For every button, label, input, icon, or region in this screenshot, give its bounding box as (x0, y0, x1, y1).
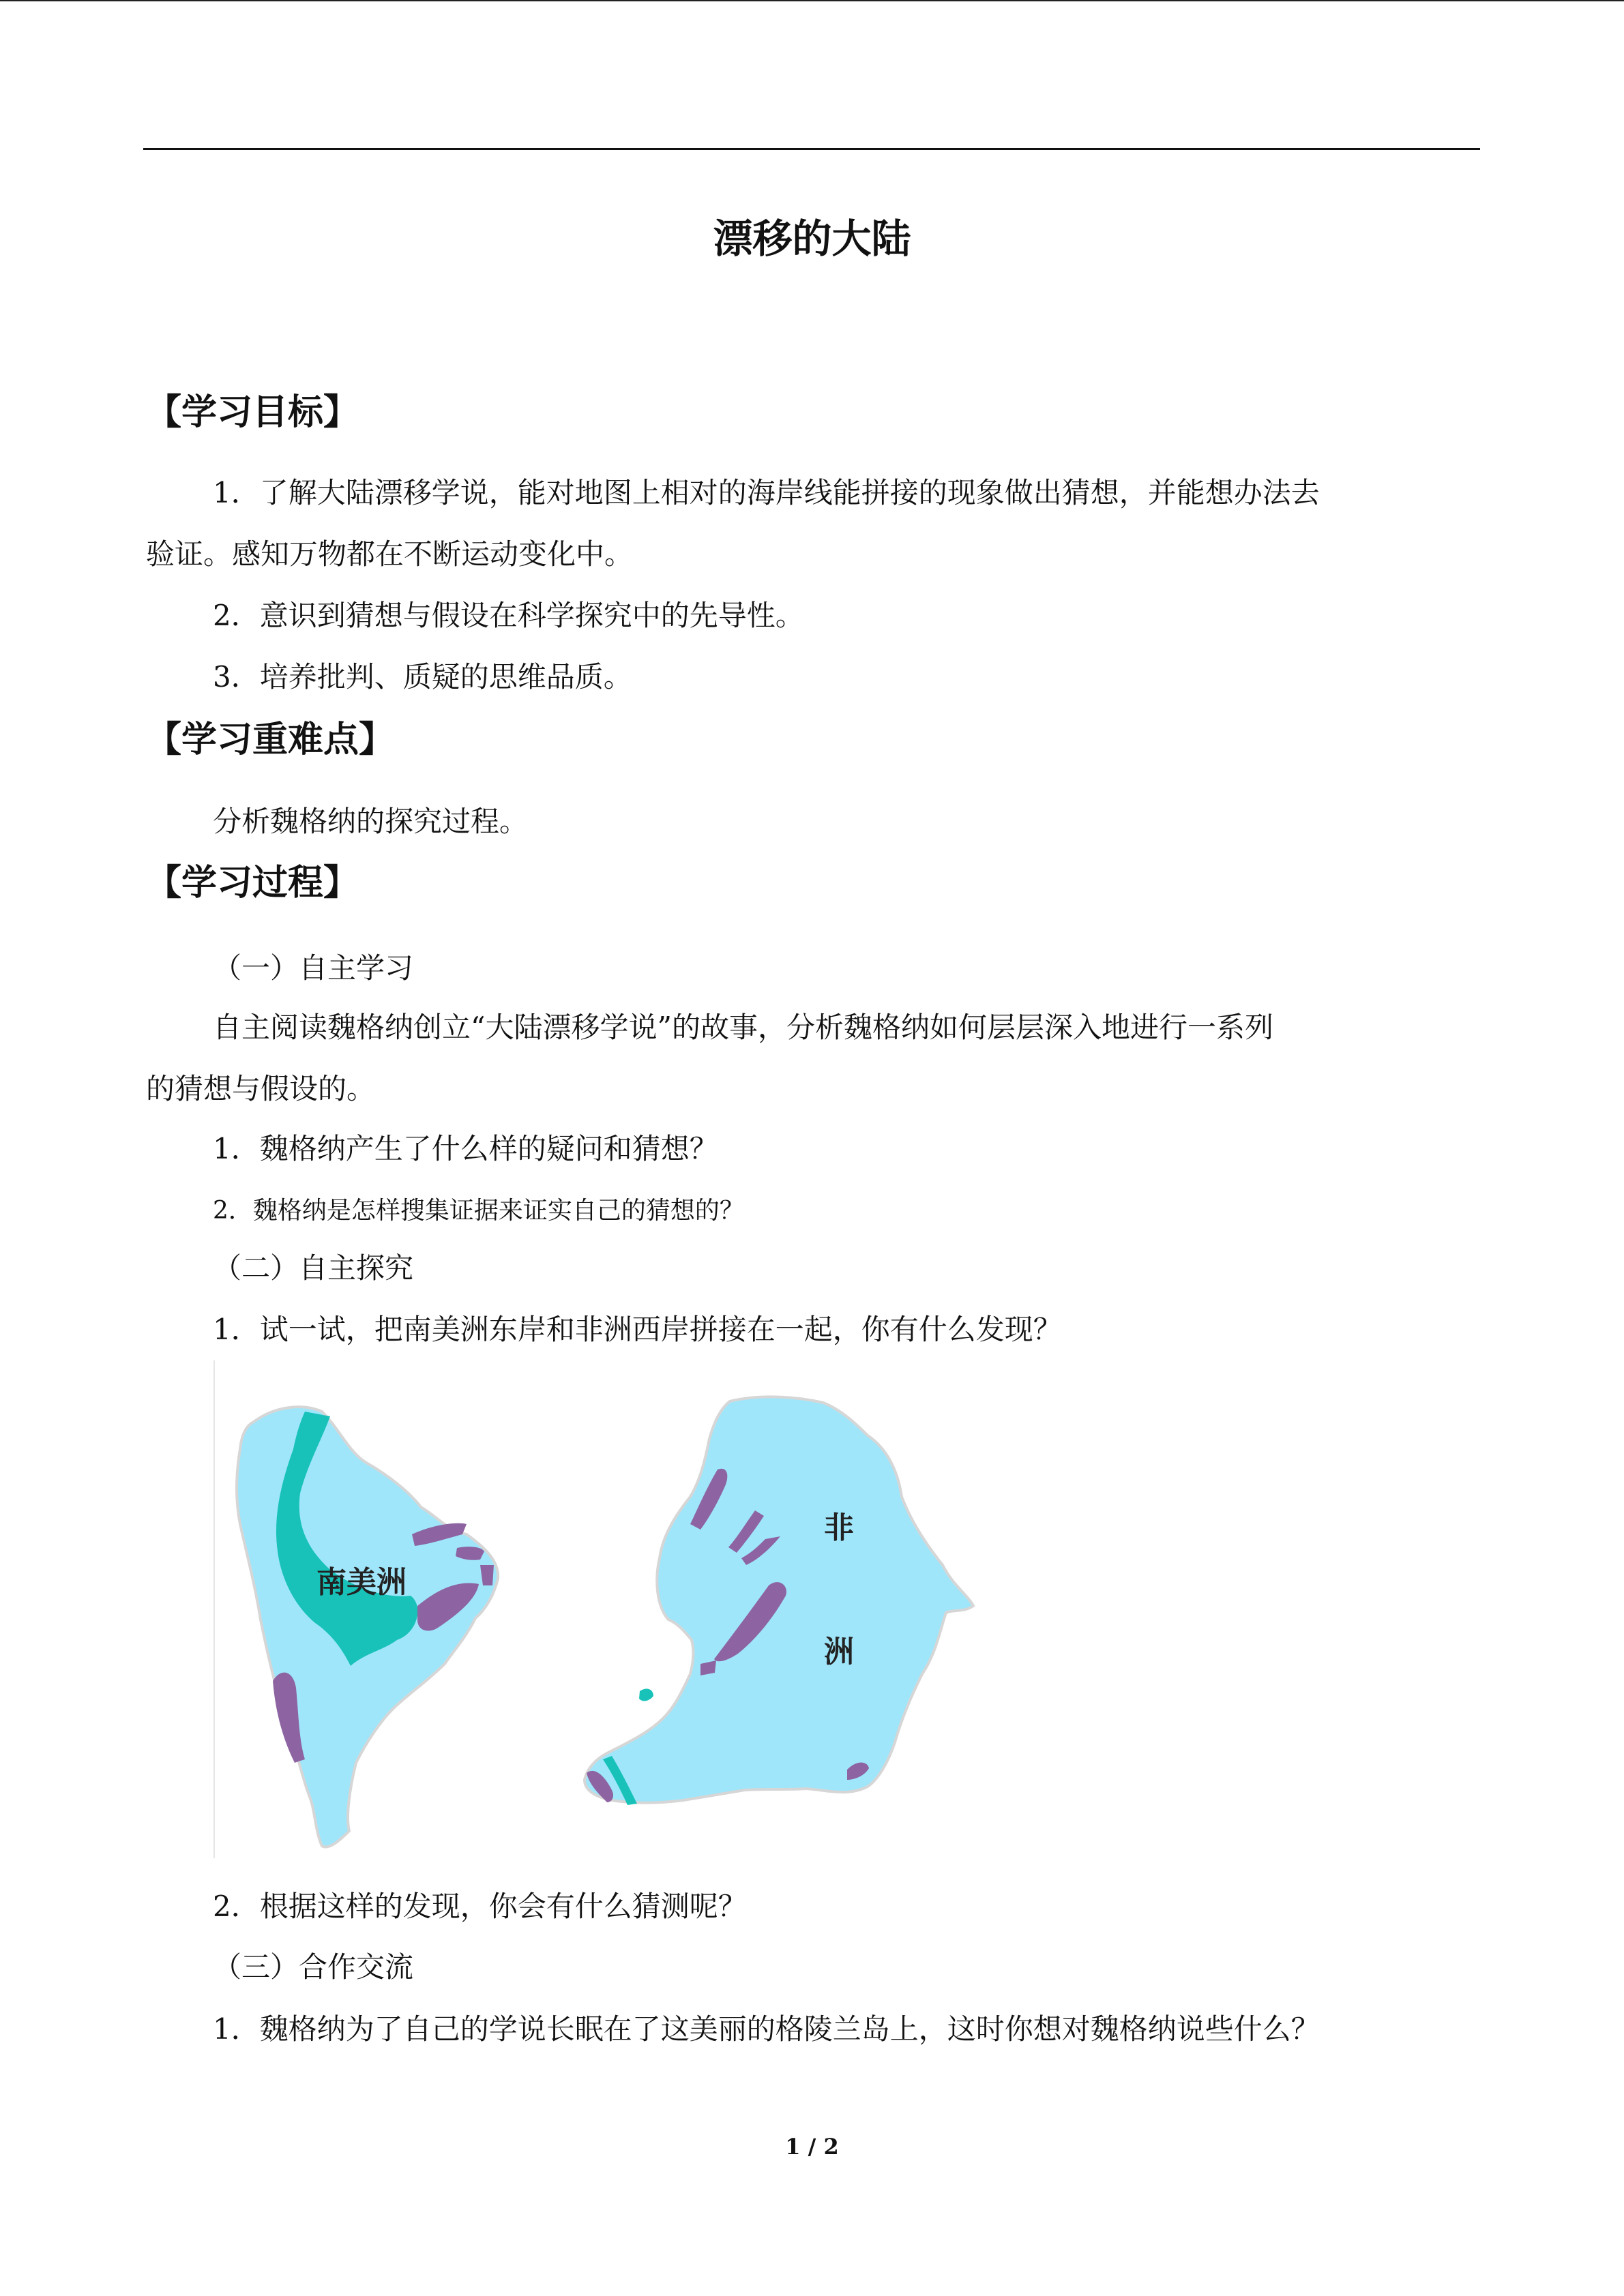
part-1-intro-line-1: 自主阅读魏格纳创立“大陆漂移学说”的故事，分析魏格纳如何层层深入地进行一系列 (213, 1011, 1273, 1044)
part-3-question-1: 1．魏格纳为了自己的学说长眠在了这美丽的格陵兰岛上，这时你想对魏格纳说些什么？ (213, 2012, 1320, 2046)
africa-label-2: 洲 (824, 1635, 854, 1669)
page-number: 1 / 2 (785, 2134, 839, 2160)
part-2-question-2: 2．根据这样的发现，你会有什么猜测呢？ (213, 1890, 747, 1923)
part-1-question-2: 2．魏格纳是怎样搜集证据来证实自己的猜想的？ (213, 1197, 744, 1225)
part-1-question-1: 1．魏格纳产生了什么样的疑问和猜想？ (213, 1132, 718, 1165)
top-border (0, 0, 1624, 1)
key-points-heading: 【学习重难点】 (146, 719, 395, 760)
page-title: 漂移的大陆 (713, 215, 911, 262)
south-america-label: 南美洲 (316, 1565, 407, 1600)
part-2-question-1: 1．试一试，把南美洲东岸和非洲西岸拼接在一起，你有什么发现？ (213, 1313, 1062, 1346)
part-2-heading: （二）自主探究 (213, 1251, 414, 1285)
goal-1-line-2: 验证。感知万物都在不断运动变化中。 (146, 537, 634, 571)
process-heading: 【学习过程】 (146, 863, 359, 904)
goal-3: 3．培养批判、质疑的思维品质。 (213, 660, 632, 694)
goals-heading: 【学习目标】 (146, 392, 359, 433)
goal-2: 2．意识到猜想与假设在科学探究中的先导性。 (213, 599, 804, 632)
header-rule (143, 148, 1480, 150)
part-1-intro-line-2: 的猜想与假设的。 (146, 1072, 376, 1105)
part-1-heading: （一）自主学习 (213, 951, 414, 985)
goal-1-line-1: 1．了解大陆漂移学说，能对地图上相对的海岸线能拼接的现象做出猜想，并能想办法去 (213, 476, 1320, 509)
key-points-text: 分析魏格纳的探究过程。 (213, 805, 529, 838)
continents-map (213, 1360, 984, 1858)
part-3-heading: （三）合作交流 (213, 1950, 414, 1984)
africa-label-1: 非 (824, 1510, 854, 1545)
africa-teal-belt-2 (639, 1688, 653, 1701)
